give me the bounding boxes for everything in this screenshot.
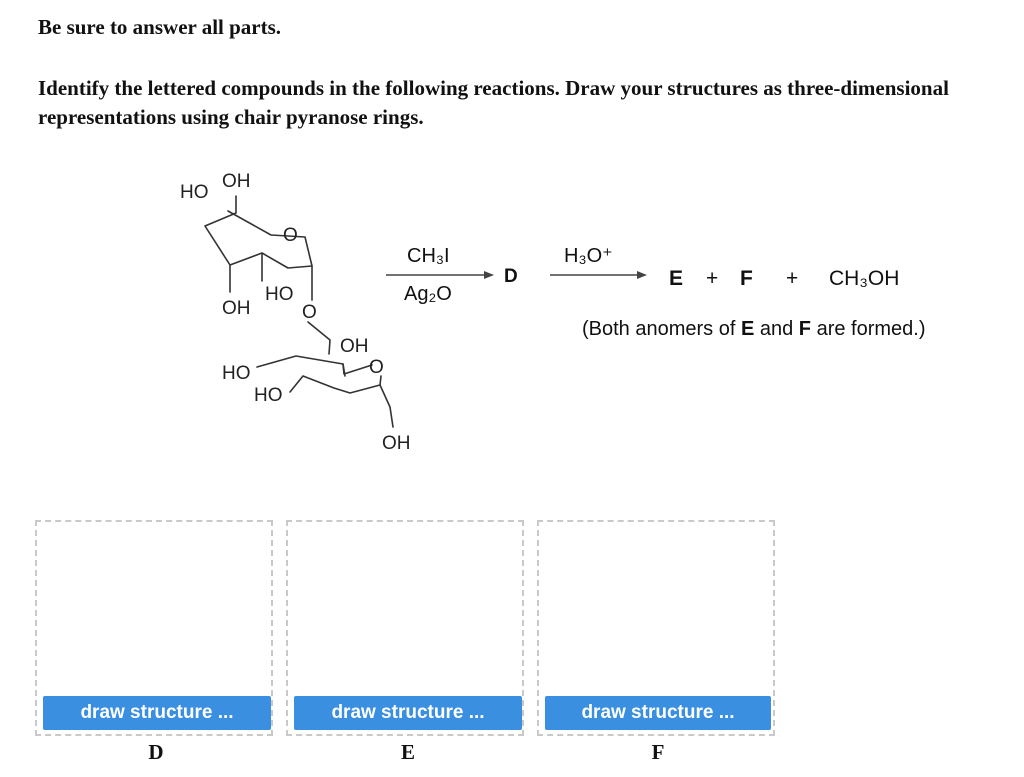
draw-structure-button-d[interactable]: draw structure ... [43, 696, 271, 730]
structure-labels [180, 171, 411, 454]
label-glycosidic-oxygen: O [302, 302, 317, 323]
arrow-2-head [637, 271, 647, 279]
label-oh-top: OH [222, 171, 251, 192]
label-ring-oxygen-1: O [283, 225, 298, 246]
reagent-h3o: H₃O⁺ [564, 245, 613, 267]
label-ho-low-1: HO [222, 363, 251, 384]
intermediate-d: D [504, 266, 518, 287]
reagent-ch3i: CH₃I [407, 245, 450, 267]
plus-sign-1: + [706, 267, 719, 290]
reagent-ag2o: Ag₂O [404, 283, 452, 305]
draw-structure-button-f[interactable]: draw structure ... [545, 696, 771, 730]
answer-label-f: F [651, 740, 665, 764]
label-ring-oxygen-2: O [369, 357, 384, 378]
product-f: F [740, 267, 753, 290]
byproduct-ch3oh: CH₃OH [829, 267, 900, 290]
answer-label-e: E [400, 740, 415, 764]
answer-label-d: D [148, 740, 164, 764]
instruction-answer-all: Be sure to answer all parts. [38, 15, 282, 39]
draw-structure-button-e[interactable]: draw structure ... [294, 696, 522, 730]
label-ho-top: HO [180, 182, 209, 203]
label-oh-mid: OH [340, 336, 369, 357]
anomers-note: (Both anomers of E and F are formed.) [582, 318, 926, 340]
label-oh-bottom: OH [382, 433, 411, 454]
label-ho-low-2: HO [254, 385, 283, 406]
instruction-question: Identify the lettered compounds in the following reactions. Draw your structures as three-dimensional representations using chair pyranose rings. [38, 76, 949, 129]
label-ho-mid: HO [265, 284, 294, 305]
label-oh-left: OH [222, 298, 251, 319]
plus-sign-2: + [786, 267, 799, 290]
arrow-1-head [484, 271, 494, 279]
product-e: E [669, 267, 684, 290]
